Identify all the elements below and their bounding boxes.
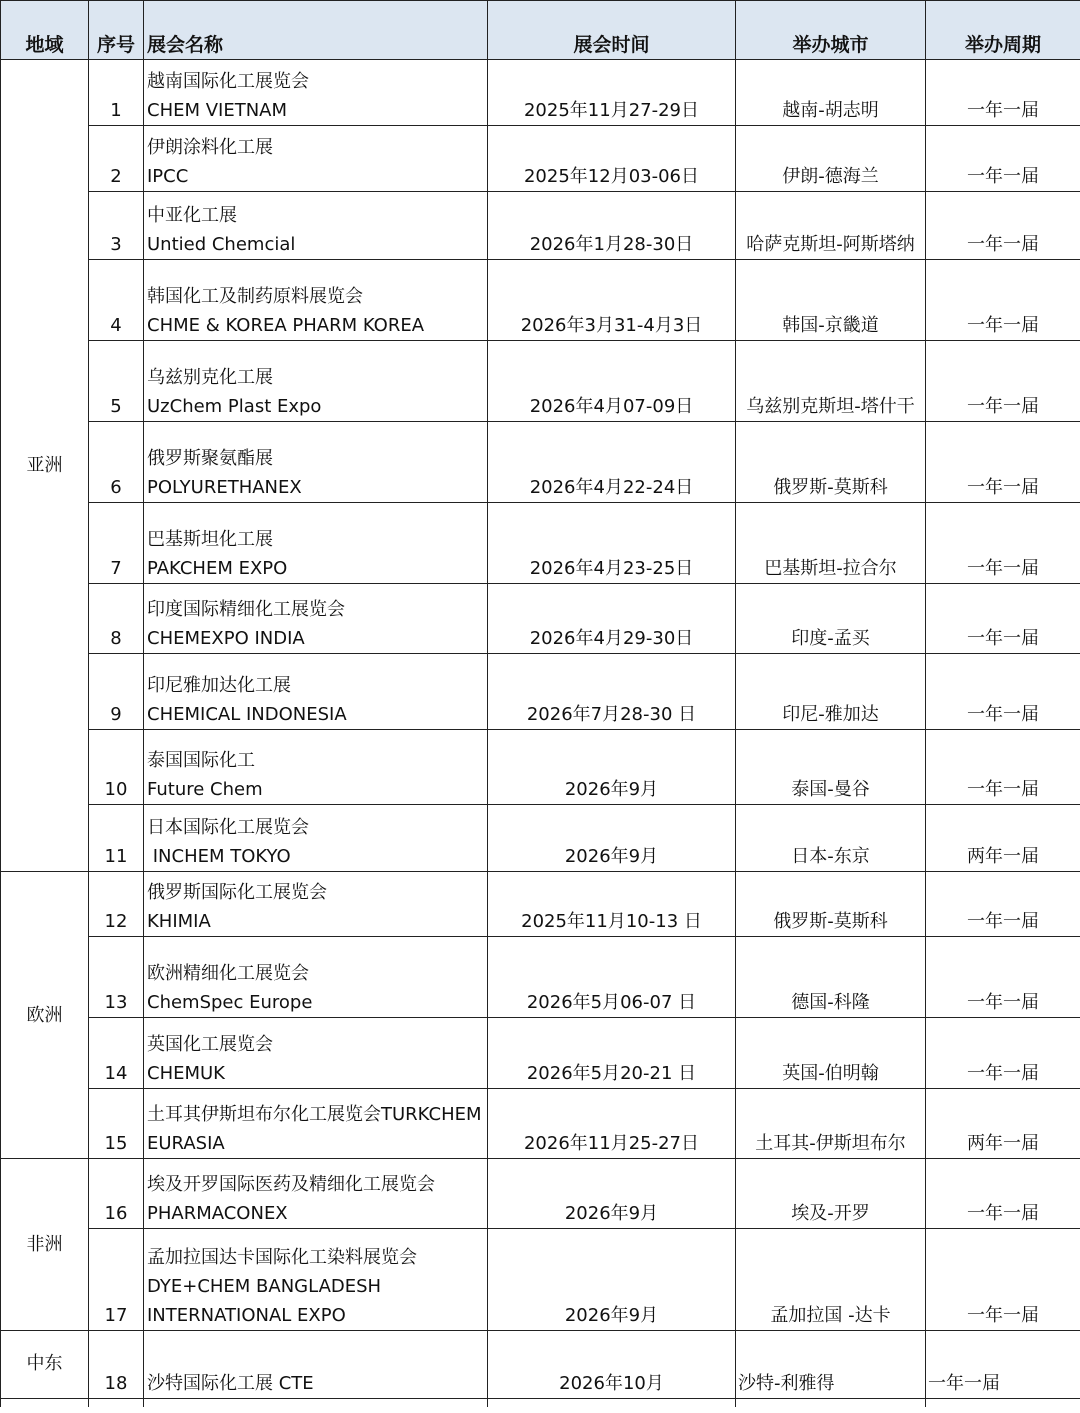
row-seq: 3 [89, 192, 144, 260]
row-cycle: 两年一届 [926, 805, 1080, 872]
table-row [1, 341, 1080, 422]
header-seq: 序号 [89, 1, 144, 60]
row-time: 2026年9月 [488, 1159, 736, 1229]
region-mideast: 中东 [1, 1331, 89, 1399]
row-name: 泰国国际化工 Future Chem [144, 730, 488, 805]
table-row [1, 1159, 1080, 1229]
row-time: 2025年11月27-29日 [488, 60, 736, 126]
row-seq: 2 [89, 126, 144, 192]
table-row [1, 654, 1080, 730]
region-europe: 欧洲 [1, 872, 89, 1159]
row-name: 埃及开罗国际医药及精细化工展览会 PHARMACONEX [144, 1159, 488, 1229]
row-time: 2026年11月25-27日 [488, 1089, 736, 1159]
row-seq: 5 [89, 341, 144, 422]
row-seq: 14 [89, 1018, 144, 1089]
row-city: 巴基斯坦-拉合尔 [736, 503, 926, 584]
row-city: 印度-孟买 [736, 584, 926, 654]
table-row [1, 1018, 1080, 1089]
row-time: 2026年10月 [488, 1331, 736, 1399]
row-seq: 11 [89, 805, 144, 872]
row-cycle: 一年一届 [926, 192, 1080, 260]
row-time: 2026年4月29-30日 [488, 584, 736, 654]
row-city: 伊朗-德海兰 [736, 126, 926, 192]
row-seq: 15 [89, 1089, 144, 1159]
header-name: 展会名称 [144, 1, 488, 60]
row-time: 2026年4月07-09日 [488, 341, 736, 422]
row-name: 中亚化工展 Untied Chemcial [144, 192, 488, 260]
row-name: 日本国际化工展览会 INCHEM TOKYO [144, 805, 488, 872]
region-asia: 亚洲 [1, 60, 89, 872]
row-cycle: 一年一届 [926, 584, 1080, 654]
table-row [1, 730, 1080, 805]
row-name: 伊朗涂料化工展 IPCC [144, 126, 488, 192]
table-row [1, 937, 1080, 1018]
row-time: 2026年3月31-4月3日 [488, 260, 736, 341]
row-cycle: 一年一届 [926, 654, 1080, 730]
row-time: 2026年4月23-25日 [488, 503, 736, 584]
row-time: 2026年9月 [488, 1229, 736, 1331]
row-seq: 1 [89, 60, 144, 126]
row-seq: 9 [89, 654, 144, 730]
row-name: 乌兹别克化工展 UzChem Plast Expo [144, 341, 488, 422]
row-city: 日本-东京 [736, 805, 926, 872]
row-seq: 7 [89, 503, 144, 584]
row-time: 2026年5月20-21 日 [488, 1018, 736, 1089]
row-name: 巴基斯坦化工展 PAKCHEM EXPO [144, 503, 488, 584]
row-cycle: 一年一届 [926, 1018, 1080, 1089]
row-seq: 10 [89, 730, 144, 805]
row-name: 沙特国际化工展 CTE [144, 1331, 488, 1399]
row-seq: 4 [89, 260, 144, 341]
header-cycle: 举办周期 [926, 1, 1080, 60]
row-city: 英国-伯明翰 [736, 1018, 926, 1089]
row-cycle: 一年一届 [926, 1159, 1080, 1229]
table-row [1, 1229, 1080, 1331]
row-seq: 13 [89, 937, 144, 1018]
row-cycle: 一年一届 [926, 503, 1080, 584]
row-cycle: 一年一届 [926, 1229, 1080, 1331]
table-row [1, 60, 1080, 126]
header-city: 举办城市 [736, 1, 926, 60]
row-time: 2025年12月03-06日 [488, 126, 736, 192]
row-time: 2026年1月28-30日 [488, 192, 736, 260]
row-time: 2025年11月10-13 日 [488, 872, 736, 937]
row-cycle: 一年一届 [926, 126, 1080, 192]
region-africa: 非洲 [1, 1159, 89, 1331]
row-cycle: 一年一届 [926, 341, 1080, 422]
table-row [1, 260, 1080, 341]
row-cycle: 一年一届 [926, 422, 1080, 503]
row-city: 埃及-开罗 [736, 1159, 926, 1229]
row-city: 孟加拉国 -达卡 [736, 1229, 926, 1331]
row-city: 乌兹别克斯坦-塔什干 [736, 341, 926, 422]
row-time: 2026年9月 [488, 805, 736, 872]
row-name: 俄罗斯国际化工展览会 KHIMIA [144, 872, 488, 937]
table-row [1, 126, 1080, 192]
row-name: 孟加拉国达卡国际化工染料展览会 DYE+CHEM BANGLADESH INTERNATIONAL EXPO [144, 1229, 488, 1331]
row-time: 2026年5月06-07 日 [488, 937, 736, 1018]
row-time: 2026年4月22-24日 [488, 422, 736, 503]
table-trailing-row [1, 1399, 1080, 1408]
row-cycle: 一年一届 [926, 872, 1080, 937]
table-row [1, 1089, 1080, 1159]
row-city: 哈萨克斯坦-阿斯塔纳 [736, 192, 926, 260]
row-seq: 16 [89, 1159, 144, 1229]
row-name: 韩国化工及制药原料展览会 CHME & KOREA PHARM KOREA [144, 260, 488, 341]
row-seq: 12 [89, 872, 144, 937]
row-name: 印度国际精细化工展览会 CHEMEXPO INDIA [144, 584, 488, 654]
row-name: 土耳其伊斯坦布尔化工展览会TURKCHEM EURASIA [144, 1089, 488, 1159]
row-city: 德国-科隆 [736, 937, 926, 1018]
row-name: 英国化工展览会 CHEMUK [144, 1018, 488, 1089]
table-row [1, 192, 1080, 260]
row-cycle: 一年一届 [926, 1331, 1080, 1399]
row-time: 2026年9月 [488, 730, 736, 805]
row-seq: 18 [89, 1331, 144, 1399]
row-city: 俄罗斯-莫斯科 [736, 872, 926, 937]
row-city: 泰国-曼谷 [736, 730, 926, 805]
row-name: 欧洲精细化工展览会 ChemSpec Europe [144, 937, 488, 1018]
row-cycle: 一年一届 [926, 730, 1080, 805]
row-seq: 8 [89, 584, 144, 654]
row-name: 印尼雅加达化工展 CHEMICAL INDONESIA [144, 654, 488, 730]
table-row [1, 584, 1080, 654]
row-city: 越南-胡志明 [736, 60, 926, 126]
table-row [1, 503, 1080, 584]
row-cycle: 一年一届 [926, 60, 1080, 126]
row-city: 俄罗斯-莫斯科 [736, 422, 926, 503]
header-row [1, 1, 1080, 60]
row-time: 2026年7月28-30 日 [488, 654, 736, 730]
row-city: 沙特-利雅得 [736, 1331, 926, 1399]
header-region: 地域 [1, 1, 89, 60]
row-name: 越南国际化工展览会 CHEM VIETNAM [144, 60, 488, 126]
row-seq: 17 [89, 1229, 144, 1331]
row-cycle: 一年一届 [926, 260, 1080, 341]
header-time: 展会时间 [488, 1, 736, 60]
row-seq: 6 [89, 422, 144, 503]
row-name: 俄罗斯聚氨酯展 POLYURETHANEX [144, 422, 488, 503]
row-city: 韩国-京畿道 [736, 260, 926, 341]
row-city: 土耳其-伊斯坦布尔 [736, 1089, 926, 1159]
table-row [1, 1331, 1080, 1399]
table-row [1, 872, 1080, 937]
row-cycle: 两年一届 [926, 1089, 1080, 1159]
row-city: 印尼-雅加达 [736, 654, 926, 730]
row-cycle: 一年一届 [926, 937, 1080, 1018]
table-row [1, 805, 1080, 872]
table-row [1, 422, 1080, 503]
